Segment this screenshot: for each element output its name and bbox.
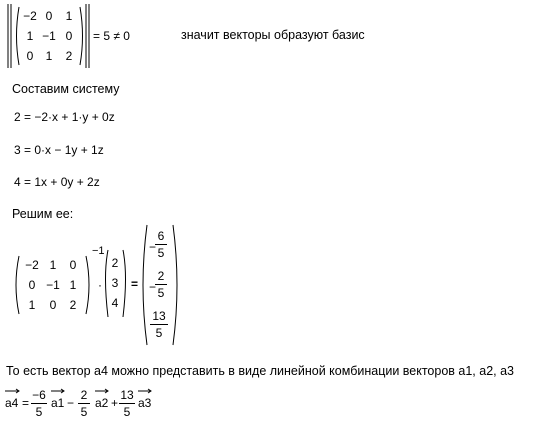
matrix-cell: −1 bbox=[46, 278, 60, 292]
fraction-numerator: −6 bbox=[32, 388, 46, 402]
vector-cell: 3 bbox=[111, 276, 119, 290]
equals-sign: = bbox=[22, 396, 30, 410]
fraction-denominator: 5 bbox=[80, 405, 88, 419]
fraction-denominator: 5 bbox=[35, 405, 43, 419]
matrix-cell: 1 bbox=[69, 278, 77, 292]
fraction-bar bbox=[150, 324, 168, 325]
fraction bbox=[155, 229, 167, 260]
matrix-cell: 0 bbox=[28, 278, 36, 292]
fraction-numerator: 6 bbox=[157, 229, 165, 243]
determinant-result: = 5 ≠ 0 bbox=[93, 29, 130, 43]
solve-title: Решим ее: bbox=[12, 207, 74, 221]
fraction-numerator: 2 bbox=[157, 269, 165, 283]
fraction-bar bbox=[78, 403, 90, 404]
fraction-denominator: 5 bbox=[157, 286, 165, 300]
equation-1: 2 = −2·x + 1·y + 0z bbox=[14, 110, 115, 124]
matrix-cell: 1 bbox=[65, 9, 73, 23]
vector-a4: a4 bbox=[5, 396, 19, 410]
matrix-cell: 2 bbox=[69, 298, 77, 312]
matrix-cell: 1 bbox=[45, 49, 53, 63]
fraction bbox=[78, 388, 90, 419]
matrix-cell: 0 bbox=[26, 49, 34, 63]
fraction-bar bbox=[155, 244, 167, 245]
equals-sign: = bbox=[131, 277, 139, 291]
fraction-denominator: 5 bbox=[157, 246, 165, 260]
equation-2: 3 = 0·x − 1y + 1z bbox=[14, 143, 104, 157]
fraction bbox=[119, 388, 135, 419]
matrix-cell: −2 bbox=[25, 258, 39, 272]
matrix-cell: 2 bbox=[65, 49, 73, 63]
matrix-cell: 0 bbox=[65, 29, 73, 43]
fraction-bar bbox=[119, 403, 135, 404]
fraction-denominator: 5 bbox=[155, 326, 163, 340]
system-title: Составим систему bbox=[12, 82, 120, 96]
vector-cell: 4 bbox=[111, 296, 119, 310]
operator: − bbox=[67, 396, 75, 410]
matrix-cell: −2 bbox=[23, 9, 37, 23]
matrix-cell: 0 bbox=[49, 298, 57, 312]
fraction-sign: − bbox=[149, 240, 157, 254]
fraction bbox=[150, 309, 168, 340]
multiply-dot: · bbox=[98, 278, 102, 292]
inverse-exponent: −1 bbox=[92, 245, 105, 257]
fraction bbox=[31, 388, 47, 419]
fraction-bar bbox=[155, 284, 167, 285]
fraction-numerator: 2 bbox=[80, 388, 88, 402]
fraction-sign: − bbox=[149, 280, 157, 294]
matrix-cell: 0 bbox=[69, 258, 77, 272]
vector-a1: a1 bbox=[51, 396, 65, 410]
matrix-cell: 0 bbox=[45, 9, 53, 23]
fraction-denominator: 5 bbox=[123, 405, 131, 419]
fraction-bar bbox=[31, 403, 47, 404]
matrix-cell: 1 bbox=[28, 298, 36, 312]
operator: + bbox=[111, 396, 119, 410]
fraction-numerator: 13 bbox=[152, 309, 166, 323]
fraction bbox=[155, 269, 167, 300]
matrix-cell: 1 bbox=[49, 258, 57, 272]
conclusion-text: То есть вектор a4 можно представить в виде линейной комбинации векторов a1, a2, a3 bbox=[6, 364, 515, 378]
equation-3: 4 = 1x + 0y + 2z bbox=[14, 175, 100, 189]
matrix-cell: 1 bbox=[26, 29, 34, 43]
matrix-cell: −1 bbox=[42, 29, 56, 43]
determinant-comment: значит векторы образуют базис bbox=[181, 28, 365, 42]
vector-a2: a2 bbox=[95, 396, 109, 410]
vector-a3: a3 bbox=[138, 396, 152, 410]
fraction-numerator: 13 bbox=[120, 388, 134, 402]
vector-cell: 2 bbox=[111, 256, 119, 270]
